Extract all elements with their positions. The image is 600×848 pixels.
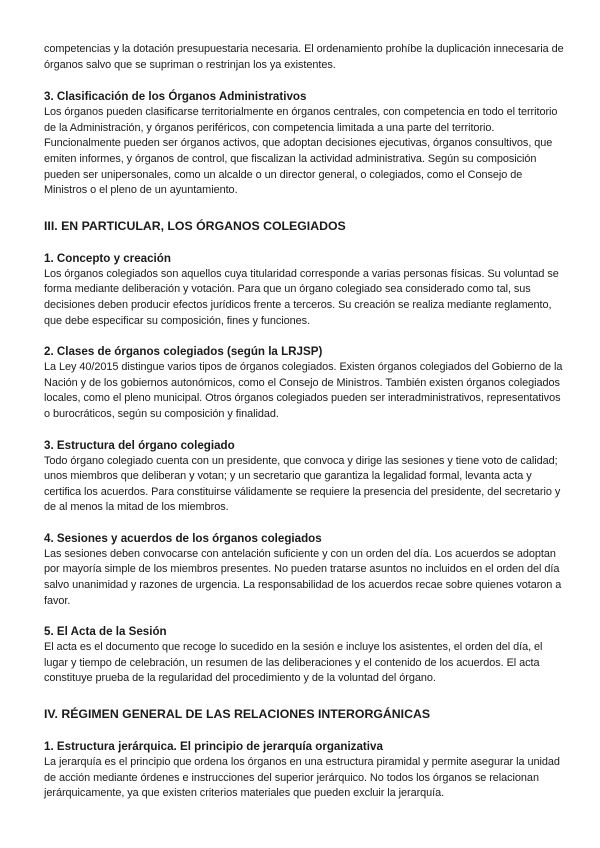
part-iii-sub-1-heading: 1. Concepto y creación bbox=[44, 251, 171, 265]
part-iii-sub-5-heading: 5. El Acta de la Sesión bbox=[44, 625, 167, 639]
part-iii-title: III. EN PARTICULAR, LOS ÓRGANOS COLEGIADOS bbox=[44, 218, 346, 233]
part-iii-sub-3-body: Todo órgano colegiado cuenta con un presidente, que convoca y dirige las sesiones y tiene voto de calidad; unos miembros que deliberan y votan; y un secretario que garantiza la legalidad formal, levanta acta y certifica los acuerdos. Para constituirse válidamente se requiere la presencia del presidente, del secretario y de al menos la mitad de los miembros. bbox=[44, 454, 561, 514]
part-iii-sub-4-body: Las sesiones deben convocarse con antelación suficiente y con un orden del día. Los acuerdos se adoptan por mayoría simple de los miembros presentes. No pueden tratarse asuntos no incluidos en el orden del día salvo unanimidad y razones de urgencia. La responsabilidad de los acuerdos recae sobre quienes votaron a favor. bbox=[44, 547, 562, 607]
intro-paragraph: competencias y la dotación presupuestaria necesaria. El ordenamiento prohíbe la duplicación innecesaria de órganos salvo que se supriman o restrinjan los ya existentes. bbox=[44, 43, 564, 71]
part-iii-sub-2-body: La Ley 40/2015 distingue varios tipos de órganos colegiados. Existen órganos colegiados del Gobierno de la Nación y de los gobiernos autonómicos, como el Consejo de Ministros. También existen órganos colegiados locales, como el pleno municipal. Otros órganos colegiados pueden ser interadministrativos, representativos o burocráticos, según su composición y finalidad. bbox=[44, 361, 563, 420]
part-iv-sub-1-heading: 1. Estructura jerárquica. El principio de jerarquía organizativa bbox=[44, 740, 383, 754]
part-iii-sub-3-heading: 3. Estructura del órgano colegiado bbox=[44, 438, 235, 452]
part-iv-title: IV. RÉGIMEN GENERAL DE LAS RELACIONES INTERORGÁNICAS bbox=[44, 707, 431, 722]
part-iv-sub-1-body: La jerarquía es el principio que ordena los órganos en una estructura piramidal y permite asegurar la unidad de acción mediante órdenes e instrucciones del superior jerárquico. No todos los órganos se relacionan jerárquicamente, ya que existen criterios materiales que pueden excluir la jerarquía. bbox=[44, 756, 560, 800]
part-iii-sub-1-body: Los órganos colegiados son aquellos cuya titularidad corresponde a varias personas físicas. Su voluntad se forma mediante deliberación y votación. Para que un órgano colegiado sea considerado como tal, sus decisiones deben producir efectos jurídicos frente a terceros. Su creación se realiza mediante reglamento, que debe especificar su composición, fines y funciones. bbox=[44, 267, 559, 327]
part-iii-sub-5-body: El acta es el documento que recoge lo sucedido en la sesión e incluye los asistentes, el orden del día, el lugar y tiempo de celebración, un resumen de las deliberaciones y el contenido de los acuerdos. El acta constituye prueba de la regularidad del procedimiento y de la voluntad del órgano. bbox=[44, 641, 543, 685]
part-iii-sub-4-heading: 4. Sesiones y acuerdos de los órganos colegiados bbox=[44, 531, 322, 545]
section-3-body: Los órganos pueden clasificarse territorialmente en órganos centrales, con competencia en todo el territorio de la Administración, y órganos periféricos, con competencia limitada a una parte del territorio. Funcionalmente pueden ser órganos activos, que adoptan decisiones ejecutivas, órganos consultivos, que emiten informes, y órganos de control, que fiscalizan la actividad administrativa. Según su composición pueden ser unipersonales, como un alcalde o un director general, o colegiados, como el Consejo de Ministros o el pleno de un ayuntamiento. bbox=[44, 106, 558, 197]
document-content bbox=[44, 42, 564, 802]
part-iii-sub-2-heading: 2. Clases de órganos colegiados (según la LRJSP) bbox=[44, 345, 323, 359]
section-3-heading: 3. Clasificación de los Órganos Administrativos bbox=[44, 90, 307, 104]
